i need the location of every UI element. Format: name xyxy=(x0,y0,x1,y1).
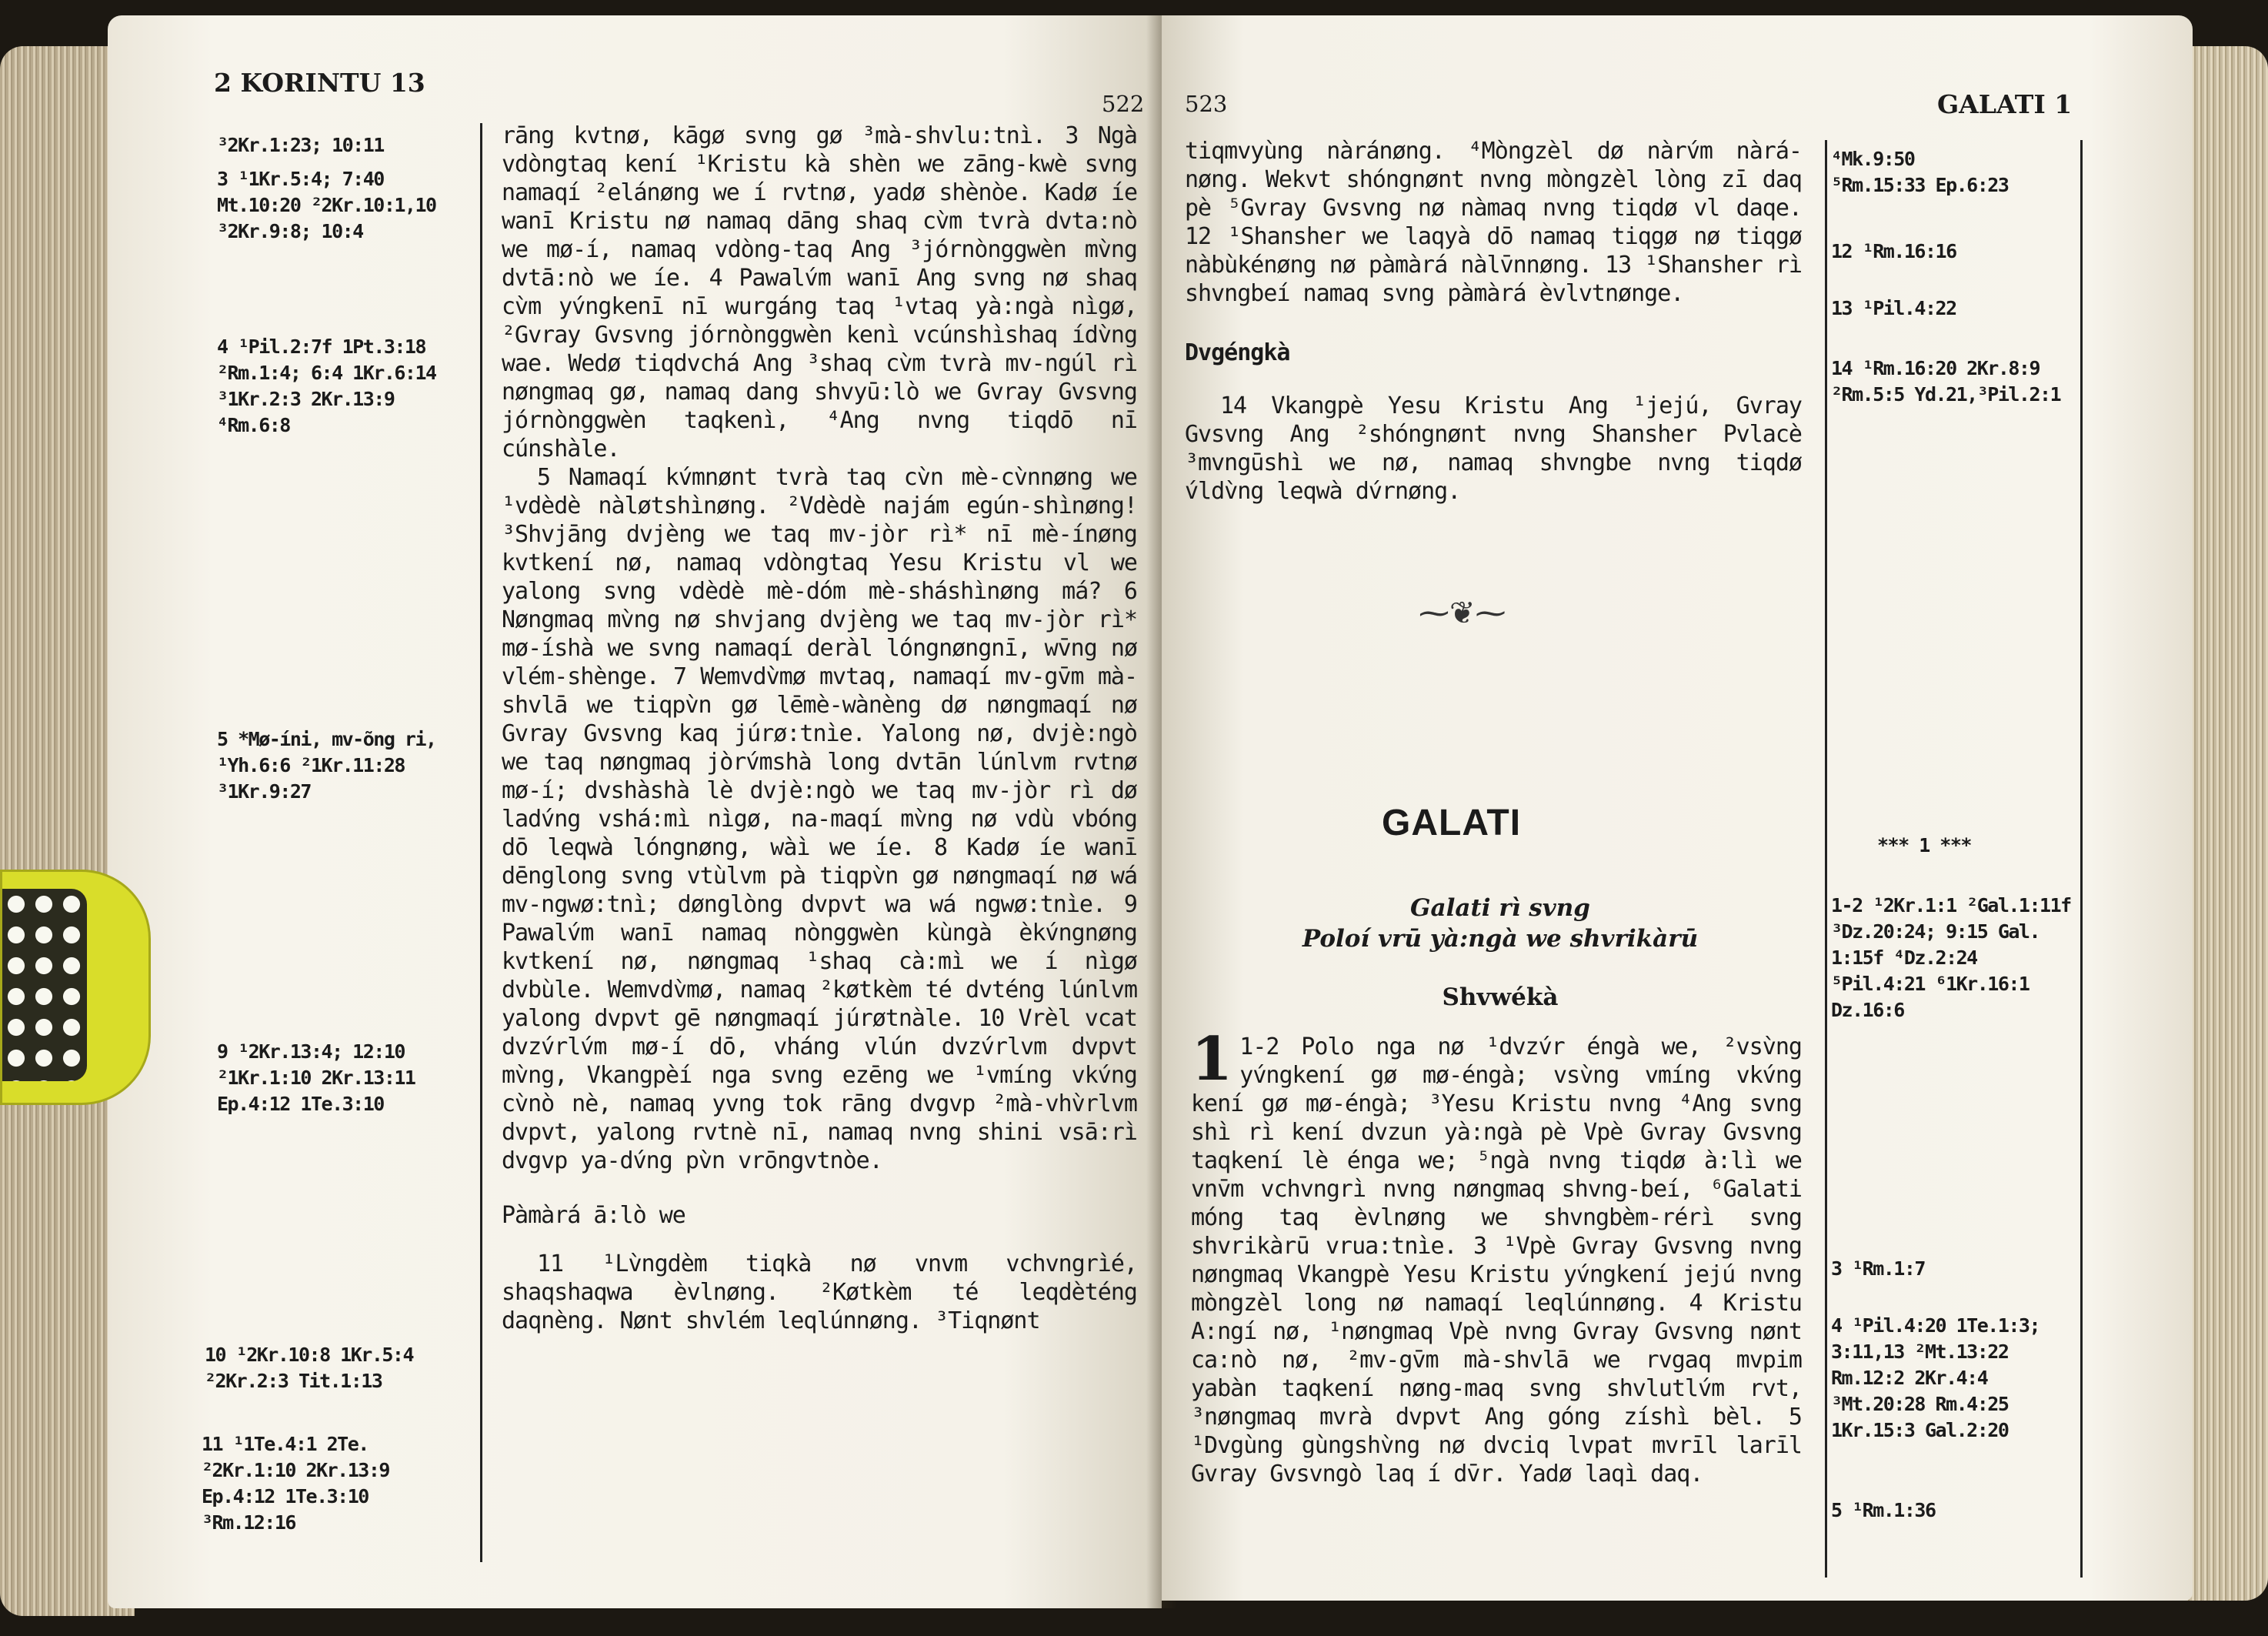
chapter-marker xyxy=(1877,833,1971,859)
cross-reference: ²2Kr.2:3 Tit.1:13 xyxy=(205,1370,382,1392)
cross-reference: 1-2 ¹2Kr.1:1 ²Gal.1:11f xyxy=(1831,894,2071,916)
cross-reference: ³Dz.20:24; 9:15 Gal. xyxy=(1831,920,2040,943)
cross-reference: ³Rm.12:16 xyxy=(202,1511,295,1534)
verse-paragraph: 11 ¹Lv̀ngdèm tiqkà nø vnvm vchvngrìé, shaqshaqwa èvlnøng. ²Køtkèm té leqdèténg daqnèng. Nønt shvlém leqlúnnøng. ³Tiqnønt xyxy=(502,1250,1137,1334)
cross-reference: 13 ¹Pil.4:22 xyxy=(1831,297,1956,319)
book-subtitle-line-1: Galati rì svng xyxy=(1410,894,1590,922)
cross-reference: ²2Kr.1:10 2Kr.13:9 xyxy=(202,1459,389,1481)
verse-paragraph: rāng kvtnø, kāgø svng gø ³mà-shvlu:tnì. 3 Ngà vdòngtaq kení ¹Kristu kà shèn we zāng-kwè svng namaqí ²elánøng we í rvtnø, yadø shènòe. Kadø íe wanī Kristu nø namaq dāng shaq cv̀m tvrà dvta:nò we mø-í, namaq vdòng-taq Ang ³jórnònggwèn mv̀ng dvtā:nò we íe. 4 Pawalv́m wanī Ang svng nø shaq cv̀m yv́ngkenī nī wurgáng taq ¹vtaq yà:ngà nìgø, ²Gvray Gvsvng jórnònggwèn kenì vcúnshìshaq ídv̀ng wae. Wedø tiqdvchá Ang ³shaq cv̀m tvrà mv-ngúl rì nøngmaq gø, namaq dang shvyū:lò we Gvray Gvsvng jórnònggwèn taqkenì, ⁴Ang nvng tiqdō nī cúnshàle. xyxy=(502,122,1137,462)
section-heading: Dvgéngkà xyxy=(1185,339,1290,366)
right-refs-block-8 xyxy=(1831,1497,1936,1524)
right-text-column xyxy=(1185,137,1802,506)
cross-reference: 10 ¹2Kr.10:8 1Kr.5:4 xyxy=(205,1344,414,1366)
right-refs-block-2 xyxy=(1831,239,1956,265)
cross-reference: ⁴Rm.6:8 xyxy=(217,414,290,436)
right-text-column-chapter xyxy=(1191,1024,1802,1488)
left-refs-block-4 xyxy=(217,1039,415,1117)
chapter-dropcap: 1 xyxy=(1191,1024,1232,1094)
cross-reference: Ep.4:12 1Te.3:10 xyxy=(217,1093,384,1115)
verse-paragraph: 14 Vkangpè Yesu Kristu Ang ¹jejú, Gvray Gvsvng Ang ²shóngnønt nvng Shansher Pvlacè ³mvngūshì we nø, namaq shvngbe nvng tiqdø v́ldv̀ng leqwà dv́rnøng. xyxy=(1185,392,1802,505)
cross-reference: ²Rm.5:5 Yd.21,³Pil.2:1 xyxy=(1831,383,2061,406)
cross-reference: ²Rm.1:4; 6:4 1Kr.6:14 xyxy=(217,362,436,384)
cross-reference: Ep.4:12 1Te.3:10 xyxy=(202,1485,369,1507)
left-page-number: 522 xyxy=(1102,91,1145,117)
left-column-rule xyxy=(480,123,482,1562)
cross-reference: ³1Kr.2:3 2Kr.13:9 xyxy=(217,388,395,410)
cross-reference: ³1Kr.9:27 xyxy=(217,780,311,803)
left-refs-block-2 xyxy=(217,334,436,439)
cross-reference: 12 ¹Rm.16:16 xyxy=(1831,240,1956,262)
cross-reference: 11 ¹1Te.4:1 2Te. xyxy=(202,1433,369,1455)
cross-reference: 4 ¹Pil.4:20 1Te.1:3; xyxy=(1831,1314,2040,1337)
section-heading: Shvwékà xyxy=(1442,983,1559,1011)
right-refs-block-1 xyxy=(1831,146,2008,199)
right-refs-block-5 xyxy=(1831,893,2071,1023)
cross-reference: ⁵Pil.4:21 ⁶1Kr.16:1 xyxy=(1831,973,2030,995)
cross-reference: ³2Kr.1:23; 10:11 xyxy=(217,134,384,156)
cross-reference: 5 *Mø-íni, mv-õng ri, xyxy=(217,728,436,750)
book-subtitle-line-2: Poloí vrū yà:ngà we shvrikàrū xyxy=(1302,925,1699,953)
cross-reference: 4 ¹Pil.2:7f 1Pt.3:18 xyxy=(217,336,426,358)
left-running-header: 2 KORINTU 13 xyxy=(214,68,425,98)
right-refs-block-4 xyxy=(1831,356,2060,408)
cross-reference: ⁴Mk.9:50 xyxy=(1831,148,1915,170)
cross-reference: 9 ¹2Kr.13:4; 12:10 xyxy=(217,1040,405,1063)
left-refs-block-5 xyxy=(205,1342,413,1394)
cross-reference: 3 ¹Rm.1:7 xyxy=(1831,1257,1925,1280)
left-refs-block-1 xyxy=(217,132,436,245)
verse-paragraph: 1-2 Polo nga nø ¹dvzv́r éngà we, ²vsv̀ng yv́ngkení gø mø-éngà; vsv̀ng vmíng vkv́ng kení gø mø-éngà; ³Yesu Kristu nvng ⁴Ang svng shì rì kení dvzun yà:ngà pè Vpè Gvray Gvsvng taqkení lè énga we; ⁵ngà nvng tiqdø à:lì we vnv̄m vchvngrì nvng nøngmaq shvng-beí, ⁶Galati móng taq èvlnøng we shvngbèm-rérì svng shvrikàrū vrua:tnìe. 3 ¹Vpè Gvray Gvsvng nvng nøngmaq Vkangpè Yesu Kristu yv́ngkení jejú nvng mòngzèl long nø namaqí leqlúnnøng. 4 Kristu A:ngí nø, ¹nøngmaq Vpè nvng Gvray Gvsvng nønt ca:nò nø, ²mv-gv̄m mà-shvlā we rvgaq mvpim yabàn taqkení nøng-maq svng shvlutlv́m rvt, ³nøngmaq mvrà dvpvt Ang góng zíshì bèl. 5 ¹Dvgùng gùngshv̀ng nø dvciq lvpat mvrīl larīl Gvray Gvsvngò laq í dv̄r. Yadø laqì daq. xyxy=(1191,1033,1802,1487)
left-refs-block-3 xyxy=(217,726,436,805)
cross-reference: 1:15f ⁴Dz.2:24 xyxy=(1831,947,1977,969)
right-refs-block-6 xyxy=(1831,1256,1925,1282)
cross-reference: ¹Yh.6:6 ²1Kr.11:28 xyxy=(217,754,405,776)
clip-dots xyxy=(2,889,87,1081)
right-running-header: GALATI 1 xyxy=(1937,89,2073,119)
book-title: GALATI xyxy=(1382,803,1522,843)
cross-reference: ³Mt.20:28 Rm.4:25 xyxy=(1831,1393,2009,1415)
cross-reference: ³2Kr.9:8; 10:4 xyxy=(217,220,363,242)
cross-reference: ⁵Rm.15:33 Ep.6:23 xyxy=(1831,174,2009,196)
right-column-rule-inner xyxy=(1825,140,1827,1578)
right-column-rule-outer xyxy=(2080,140,2083,1578)
cross-reference: 3 ¹1Kr.5:4; 7:40 xyxy=(217,168,384,190)
verse-paragraph: tiqmvyùng nàránøng. ⁴Mòngzèl dø nàrv́m nàrá-nøng. Wekvt shóngnønt nvng mòngzèl lòng zī daq pè ⁵Gvray Gvsvng nø nàmaq nvng tiqdø vl daqe. 12 ¹Shansher we laqyà dō namaq tiqgø nø tiqgø nàbùkénøng nø pàmàrá nàlv̄nnøng. 13 ¹Shansher rì shvngbeí namaq svng pàmàrá èvlvtnønge. xyxy=(1185,138,1802,307)
cross-reference: Rm.12:2 2Kr.4:4 xyxy=(1831,1367,1988,1389)
cross-reference: Mt.10:20 ²2Kr.10:1,10 xyxy=(217,194,436,216)
left-text-column xyxy=(502,122,1137,1335)
cross-reference: Dz.16:6 xyxy=(1831,999,1904,1021)
cross-reference: ²1Kr.1:10 2Kr.13:11 xyxy=(217,1067,415,1089)
cross-reference: 3:11,13 ²Mt.13:22 xyxy=(1831,1341,2009,1363)
right-refs-block-3 xyxy=(1831,295,1956,322)
left-refs-block-6 xyxy=(202,1431,389,1536)
cross-reference: 14 ¹Rm.16:20 2Kr.8:9 xyxy=(1831,357,2040,379)
cross-reference: 1Kr.15:3 Gal.2:20 xyxy=(1831,1419,2009,1441)
page-clip xyxy=(0,870,151,1105)
section-heading: Pàmàrá ā:lò we xyxy=(502,1202,685,1229)
right-refs-block-7 xyxy=(1831,1313,2040,1444)
verse-paragraph: 5 Namaqí kv́mnønt tvrà taq cv̀n mè-cv̀nnøng we ¹vdèdè nàløtshìnøng. ²Vdèdè najám egún-shìnøng! ³Shvjāng dvjèng we taq mv-jòr rì* nī mè-ínøng kvtkení nø, namaq vdòngtaq Yesu Kristu vl we yalong svng vdèdè mè-dóm mè-sháshìnøng má? 6 Nøngmaq mv̀ng nø shvjang dvjèng we taq mv-jòr rì* mø-íshà we svng namaqí deràl lóngnøngnī, wv̄ng nø vlém-shènge. 7 Wemvdv̀mø mvtaq, namaqí mv-gv̄m mà-shvlā we tiqpv̀n gø lēmè-wànèng dø nøngmaqí nø Gvray Gvsvng kaq júrø:tnìe. Yalong nø, dvjè:ngò we taq nøngmaq jòrv́mshà long dvtān lúnlvm rvtnø mø-í; dvshàshà lè dvjè:ngò we taq mv-jòr rì dø ladv́ng vshá:mì nìgø, na-maqí mv̀ng nø vdù vbóng dō leqwà lóngnøng, wàì we íe. 8 Kadø íe wanī dēnglong svng vtùlvm pà tiqpv̀n gø nøngmaqí nø wá mv-ngwø:tnì; dønglòng dvpvt wa wá ngwø:tnìe. 9 Pawalv́m wanī namaq nònggwèn kùngà èkv́ngnøng kvtkení nø, nøngmaq ¹shaq cà:mì we í nìgø dvbùle. Wemvdv̀mø, namaq ²køtkèm té dvténg lúnlvm yalong dvpvt gē nøngmaqí júrøtnàle. 10 Vrèl vcat dvzv́rlv́m mø-í dō, vháng vlún dvzv́rlvm dvpvt mv̀ng, Vkangpèí nga svng ezēng we ¹vmíng vkv́ng cv̀nò nè, namaq yvng tok rāng dvgvp ²mà-vhv̀rlvm dvpvt, yalong rvtnè nī, namaq nvng shini vsā:rì dvgvp ya-dv́ng pv̀n vrōngvtnòe. xyxy=(502,464,1137,1174)
cross-reference: 5 ¹Rm.1:36 xyxy=(1831,1499,1936,1521)
right-page-number: 523 xyxy=(1185,91,1228,117)
right-page-edges xyxy=(2183,46,2268,1601)
chapter-label: *** 1 *** xyxy=(1877,834,1971,856)
decorative-ornament: ⁓❦⁓ xyxy=(1419,596,1506,631)
